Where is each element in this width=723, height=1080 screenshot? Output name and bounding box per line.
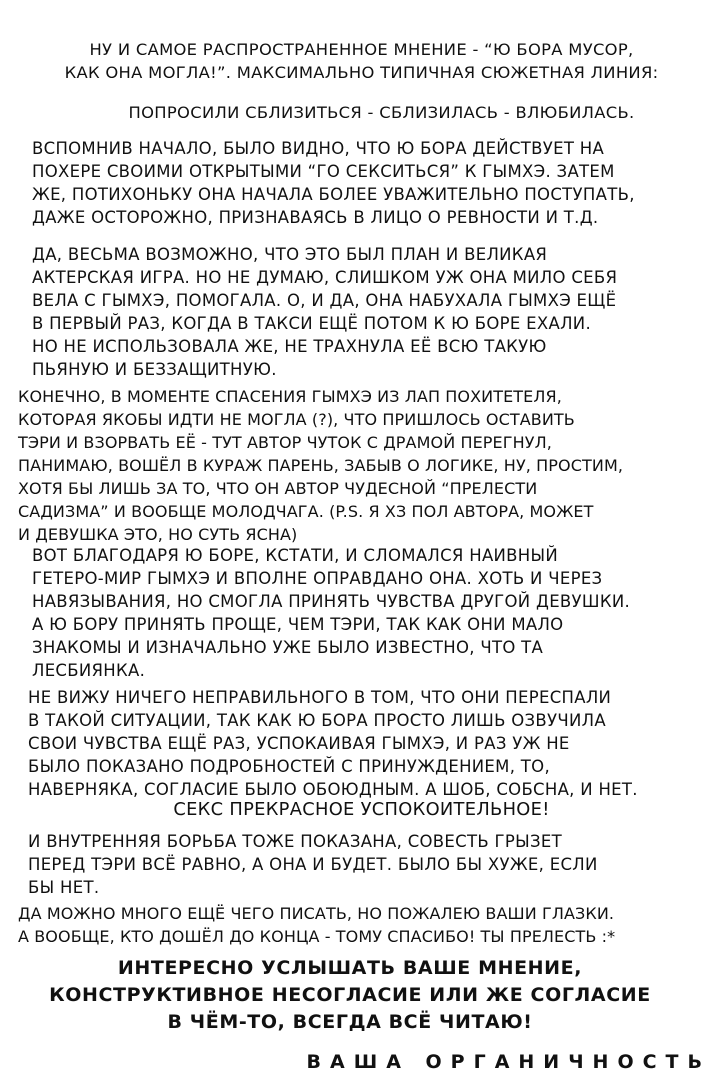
- text-line: ХОТЯ БЫ ЛИШЬ ЗА ТО, ЧТО ОН АВТОР ЧУДЕСНОЙ “ПРЕЛЕСТИ: [18, 479, 538, 498]
- paragraph-acting: [32, 243, 617, 381]
- paragraph-intro: [0, 38, 723, 84]
- text-line: СВОИ ЧУВСТВА ЕЩЁ РАЗ, УСПОКАИВАЯ ГЫМХЭ, И РАЗ УЖ НЕ: [28, 734, 570, 753]
- text-line: ГЕТЕРО-МИР ГЫМХЭ И ВПОЛНЕ ОПРАВДАНО ОНА. ХОТЬ И ЧЕРЕЗ: [32, 569, 603, 588]
- text-line: ЛЕСБИЯНКА.: [32, 661, 146, 680]
- text-line: БЫЛО ПОКАЗАНО ПОДРОБНОСТЕЙ С ПРИНУЖДЕНИЕМ, ТО,: [28, 757, 550, 776]
- text-line: ВСПОМНИВ НАЧАЛО, БЫЛО ВИДНО, ЧТО Ю БОРА ДЕЙСТВУЕТ НА: [32, 139, 605, 158]
- text-line: КАК ОНА МОГЛА!”. МАКСИМАЛЬНО ТИПИЧНАЯ СЮЖЕТНАЯ ЛИНИЯ:: [64, 63, 659, 82]
- text-line: ВЕЛА С ГЫМХЭ, ПОМОГАЛА. О, И ДА, ОНА НАБУХАЛА ГЫМХЭ ЕЩЁ: [32, 291, 617, 310]
- text-line: ДАЖЕ ОСТОРОЖНО, ПРИЗНАВАЯСЬ В ЛИЦО О РЕВНОСТИ И Т.Д.: [32, 208, 599, 227]
- text-line: ПОХЕРЕ СВОИМИ ОТКРЫТЫМИ “ГО СЕКСИТЬСЯ” К ГЫМХЭ. ЗАТЕМ: [32, 162, 615, 181]
- text-line: ВОТ БЛАГОДАРЯ Ю БОРЕ, КСТАТИ, И СЛОМАЛСЯ НАИВНЫЙ: [32, 546, 559, 565]
- paragraph-struggle: [28, 830, 598, 899]
- text-line: ТЭРИ И ВЗОРВАТЬ ЕЁ - ТУТ АВТОР ЧУТОК С ДРАМОЙ ПЕРЕГНУЛ,: [18, 433, 552, 452]
- text-line: САДИЗМА” И ВООБЩЕ МОЛОДЧАГА. (P.S. Я ХЗ ПОЛ АВТОРА, МОЖЕТ: [18, 502, 594, 521]
- text-line: БЫ НЕТ.: [28, 878, 100, 897]
- text-line: КОНСТРУКТИВНОЕ НЕСОГЛАСИЕ ИЛИ ЖЕ СОГЛАСИЕ: [49, 984, 651, 1006]
- text-line: НАВЯЗЫВАНИЯ, НО СМОГЛА ПРИНЯТЬ ЧУВСТВА ДРУГОЙ ДЕВУШКИ.: [32, 592, 631, 611]
- text-line: А ВООБЩЕ, КТО ДОШЁЛ ДО КОНЦА - ТОМУ СПАСИБО! ТЫ ПРЕЛЕСТЬ :*: [18, 927, 616, 946]
- text-line: ЗНАКОМЫ И ИЗНАЧАЛЬНО УЖЕ БЫЛО ИЗВЕСТНО, ЧТО ТА: [32, 638, 544, 657]
- text-line: ИНТЕРЕСНО УСЛЫШАТЬ ВАШЕ МНЕНИЕ,: [117, 957, 583, 979]
- text-line: И ВНУТРЕННЯЯ БОРЬБА ТОЖЕ ПОКАЗАНА, СОВЕСТЬ ГРЫЗЕТ: [28, 832, 562, 851]
- text-line: НУ И САМОЕ РАСПРОСТРАНЕННОЕ МНЕНИЕ - “Ю БОРА МУСОР,: [89, 40, 634, 59]
- paragraph-thanks: [18, 902, 615, 948]
- text-line: ЖЕ, ПОТИХОНЬКУ ОНА НАЧАЛА БОЛЕЕ УВАЖИТЕЛЬНО ПОСТУПАТЬ,: [32, 185, 635, 204]
- text-line: А Ю БОРУ ПРИНЯТЬ ПРОЩЕ, ЧЕМ ТЭРИ, ТАК КАК ОНИ МАЛО: [32, 615, 564, 634]
- paragraph-rescue: [18, 385, 623, 546]
- text-line: ДА, ВЕСЬМА ВОЗМОЖНО, ЧТО ЭТО БЫЛ ПЛАН И ВЕЛИКАЯ: [32, 245, 548, 264]
- paragraph-calming: [0, 798, 723, 821]
- text-line: В ПЕРВЫЙ РАЗ, КОГДА В ТАКСИ ЕЩЁ ПОТОМ К Ю БОРЕ ЕХАЛИ.: [32, 314, 591, 333]
- text-line: СЕКС ПРЕКРАСНОЕ УСПОКОИТЕЛЬНОЕ!: [173, 799, 550, 820]
- paragraph-hetero-world: [32, 544, 630, 682]
- text-line: КОНЕЧНО, В МОМЕНТЕ СПАСЕНИЯ ГЫМХЭ ИЗ ЛАП ПОХИТЕТЕЛЯ,: [18, 387, 562, 406]
- text-line: ПЬЯНУЮ И БЕЗЗАЩИТНУЮ.: [32, 360, 277, 379]
- paragraph-beginning: [32, 137, 635, 229]
- text-line: НЕ ВИЖУ НИЧЕГО НЕПРАВИЛЬНОГО В ТОМ, ЧТО ОНИ ПЕРЕСПАЛИ: [28, 688, 612, 707]
- signature: ВАША ОРГАНИЧНОСТЬ: [306, 1051, 711, 1073]
- text-line: ПЕРЕД ТЭРИ ВСЁ РАВНО, А ОНА И БУДЕТ. БЫЛО БЫ ХУЖЕ, ЕСЛИ: [28, 855, 598, 874]
- text-line: АКТЕРСКАЯ ИГРА. НО НЕ ДУМАЮ, СЛИШКОМ УЖ ОНА МИЛО СЕБЯ: [32, 268, 618, 287]
- text-line: КОТОРАЯ ЯКОБЫ ИДТИ НЕ МОГЛА (?), ЧТО ПРИШЛОСЬ ОСТАВИТЬ: [18, 410, 575, 429]
- text-line: ПОПРОСИЛИ СБЛИЗИТЬСЯ - СБЛИЗИЛАСЬ - ВЛЮБИЛАСЬ.: [128, 103, 635, 122]
- text-line: НО НЕ ИСПОЛЬЗОВАЛА ЖЕ, НЕ ТРАХНУЛА ЕЁ ВСЮ ТАКУЮ: [32, 337, 547, 356]
- text-line: В ТАКОЙ СИТУАЦИИ, ТАК КАК Ю БОРА ПРОСТО ЛИШЬ ОЗВУЧИЛА: [28, 711, 606, 730]
- paragraph-opinion: [0, 955, 700, 1036]
- text-line: И ДЕВУШКА ЭТО, НО СУТЬ ЯСНА): [18, 525, 298, 544]
- text-line: ПАНИМАЮ, ВОШЁЛ В КУРАЖ ПАРЕНЬ, ЗАБЫВ О ЛОГИКЕ, НУ, ПРОСТИМ,: [18, 456, 624, 475]
- paragraph-situation: [28, 686, 638, 801]
- text-line: В ЧЁМ-ТО, ВСЕГДА ВСЁ ЧИТАЮ!: [167, 1011, 533, 1033]
- text-line: НАВЕРНЯКА, СОГЛАСИЕ БЫЛО ОБОЮДНЫМ. А ШОБ, СОБСНА, И НЕТ.: [28, 780, 638, 799]
- paragraph-plot-line: [40, 101, 723, 124]
- text-line: ДА МОЖНО МНОГО ЕЩЁ ЧЕГО ПИСАТЬ, НО ПОЖАЛЕЮ ВАШИ ГЛАЗКИ.: [18, 904, 615, 923]
